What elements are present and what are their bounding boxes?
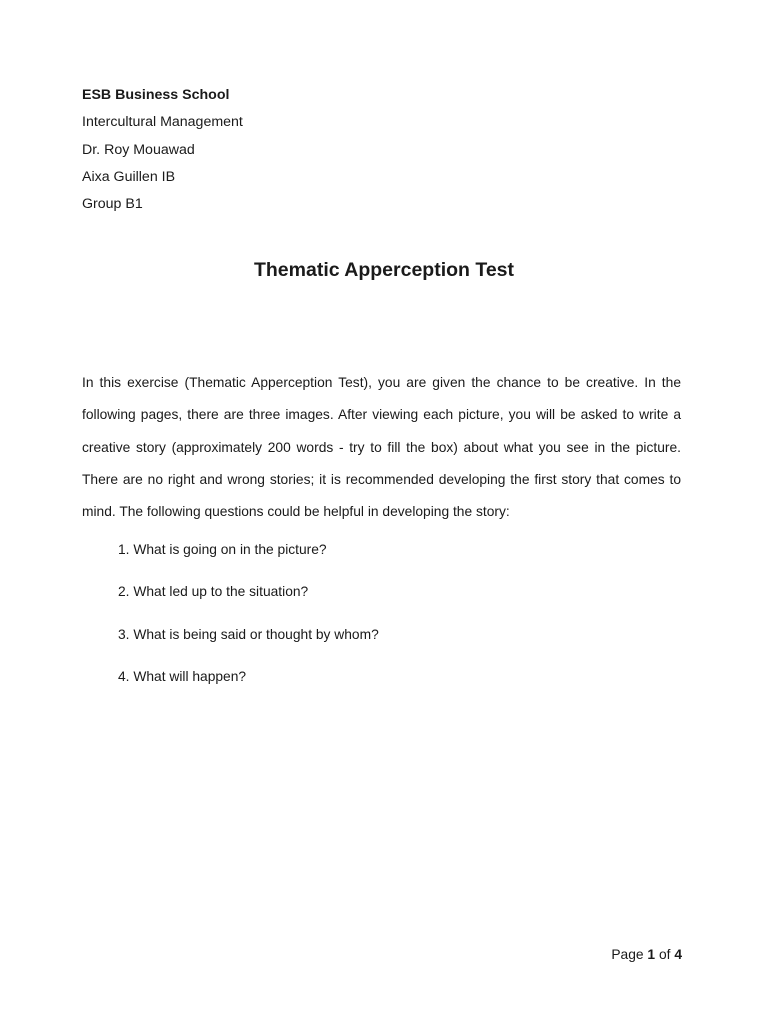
current-page: 1 [647,947,656,962]
page-number [611,945,682,965]
question-item: 1. What is going on in the picture? [118,542,327,557]
school-name: ESB Business School [82,87,230,103]
course-name: Intercultural Management [82,114,243,131]
question-item: 4. What will happen? [118,668,247,684]
page-word: Page [611,947,644,962]
of-word: of [658,947,671,962]
document-header [82,85,243,221]
question-list [118,538,379,707]
intro-paragraph: In this exercise (Thematic Apperception Test), you are given the chance to be creative. In the following pages, there are three images. After viewing each picture, you will be asked to write a creative story (approximately 200 words - try to fill the box) about what you see in the picture. There are no right and wrong stories; it is recommended developing the first story that comes to mind. The following questions could be helpful in developing the story: [82,375,681,520]
document-title: Thematic Apperception Test [253,259,515,281]
student-name: Aixa Guillen IB [82,168,176,185]
total-pages: 4 [674,947,682,962]
instructor-name: Dr. Roy Mouawad [82,141,195,158]
question-item: 2. What led up to the situation? [118,584,309,600]
question-item: 3. What is being said or thought by whom? [118,626,379,642]
group-name: Group B1 [82,196,143,213]
